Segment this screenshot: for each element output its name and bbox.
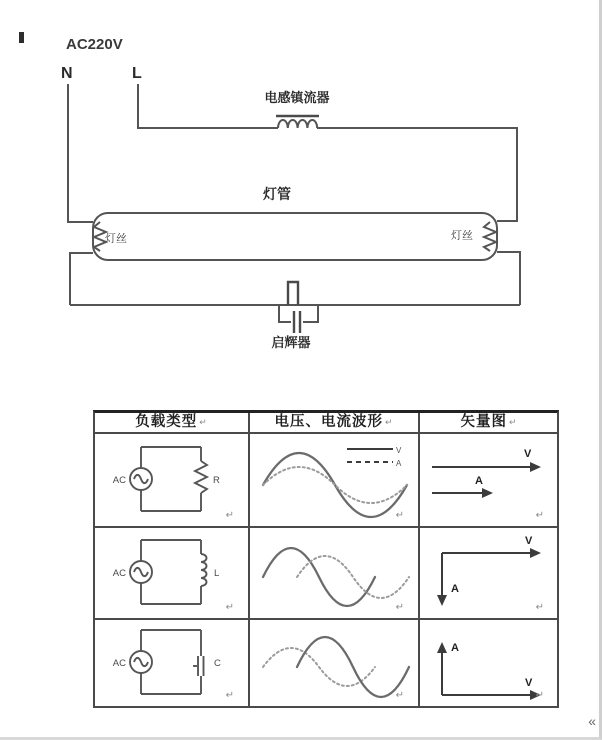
tube-label: 灯管 [263, 186, 291, 202]
header-waveform-label: 电压、电流波形 [274, 414, 383, 430]
live-terminal-label: L [132, 65, 142, 82]
header-load-type [95, 413, 250, 434]
ac-source-label: AC [112, 568, 126, 579]
cell-load-capacitive [95, 620, 250, 706]
legend-voltage-label: V [396, 446, 402, 455]
return-mark: ↵ [384, 417, 394, 427]
inductor-label: L [214, 568, 220, 579]
ac-source-label: AC [112, 658, 126, 669]
return-mark: ↵ [395, 690, 404, 701]
return-mark: ↵ [395, 602, 404, 613]
cell-waveform-resistive [250, 434, 420, 528]
filament-right-label: 灯丝 [451, 230, 473, 242]
starter-capacitor-loop [279, 305, 318, 322]
vector-voltage-label: V [525, 535, 533, 547]
cell-vector-capacitive [420, 620, 558, 706]
return-mark: ↵ [225, 602, 234, 613]
waveform-in-phase [251, 435, 417, 525]
starter-label: 启辉器 [271, 335, 311, 350]
cell-vector-inductive [420, 528, 558, 620]
neutral-terminal-label: N [61, 65, 73, 82]
return-mark: ↵ [225, 690, 234, 701]
return-mark: ↵ [395, 510, 404, 521]
resistor-label: R [213, 475, 220, 486]
vector-current-label: A [475, 475, 483, 487]
return-mark: ↵ [199, 417, 208, 427]
capacitor-label: C [214, 658, 221, 669]
legend-current-label: A [396, 459, 402, 468]
return-mark: ↵ [535, 602, 544, 613]
waveform-current-leading [251, 621, 417, 705]
vector-voltage-label: V [525, 677, 533, 689]
return-mark: ↵ [535, 510, 544, 521]
ac-source-label: AC [112, 475, 126, 486]
cell-waveform-inductive [250, 528, 420, 620]
neutral-wire [68, 84, 93, 305]
lamp-tube-outline [93, 213, 497, 260]
return-mark: ↵ [225, 510, 234, 521]
filament-right-symbol [484, 222, 496, 251]
header-load-type-label: 负载类型 [135, 414, 198, 430]
header-waveform [250, 413, 420, 434]
header-vector [420, 413, 558, 434]
starter-glow-symbol [288, 282, 298, 305]
load-comparison-table [93, 410, 559, 708]
ballast-inductor-symbol [278, 120, 317, 128]
page-corner-mark: « [588, 713, 596, 729]
return-mark: ↵ [535, 690, 544, 701]
return-mark: ↵ [508, 417, 518, 427]
filament-left-label: 灯丝 [105, 233, 127, 245]
vector-current-label: A [451, 642, 459, 654]
cell-load-resistive [95, 434, 250, 528]
header-vector-label: 矢量图 [460, 414, 507, 430]
supply-voltage-label: AC220V [66, 36, 123, 53]
vector-current-label: A [451, 583, 459, 595]
cell-load-inductive [95, 528, 250, 620]
starter-capacitor-plates [294, 311, 300, 333]
vector-voltage-label: V [524, 448, 532, 460]
cell-vector-resistive [420, 434, 558, 528]
ballast-label: 电感镇流器 [264, 90, 330, 105]
cell-waveform-capacitive [250, 620, 420, 706]
waveform-current-lagging [251, 529, 417, 617]
